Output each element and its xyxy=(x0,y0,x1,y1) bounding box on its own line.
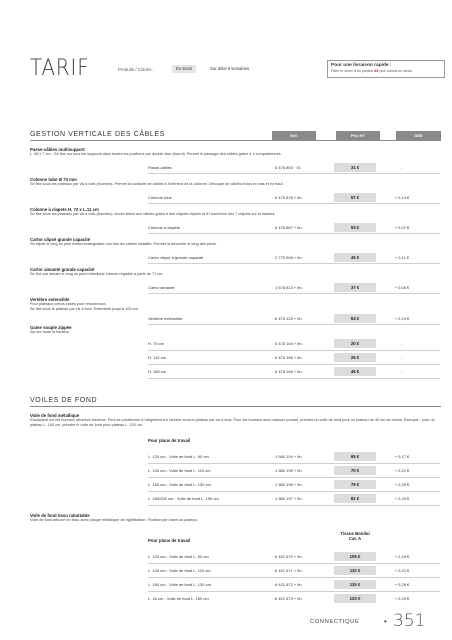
row-eco: + 0,22 € xyxy=(394,567,410,573)
row-eco: - xyxy=(401,164,403,170)
row-ref: 1 678 813 + fin. xyxy=(275,284,303,290)
table-row xyxy=(0,314,452,323)
row-divider xyxy=(148,364,440,365)
row-divider xyxy=(148,591,440,592)
block-desc: Se clipse le long du pied métal rectangulaire une fois les câbles installés. Permet la descente le long des pieds. xyxy=(30,242,218,246)
page-header xyxy=(30,56,440,80)
row-eco: - xyxy=(401,354,403,360)
row-divider xyxy=(148,577,440,578)
col-eco-header: DEE xyxy=(396,131,441,140)
block-title: Vertèbre extensible xyxy=(30,297,70,302)
row-ref: 6 421 671 + fin. xyxy=(275,567,303,573)
block-title: Voile de fond métallique xyxy=(30,413,80,418)
row-eco: + 0,29 € xyxy=(394,595,410,601)
table-row xyxy=(0,494,452,503)
row-eco: + 0,26 € xyxy=(394,581,410,587)
block-desc: Se fixe sous les plateaux par vis à bois (fournies). Accès direct aux câbles grâce à des clapets clipsés et à l'ouverture des 7 clapets sur la hauteur. xyxy=(30,212,276,216)
block-title: Voile de fond tissu rabattable xyxy=(30,513,90,518)
page-footer xyxy=(300,611,440,629)
row-eco: + 0,07 € xyxy=(394,224,410,230)
section-divider xyxy=(30,140,441,141)
row-ref: 1 580 197 + fin. xyxy=(275,495,303,501)
row-divider xyxy=(148,505,440,506)
row-label: H. 150 cm xyxy=(148,368,167,374)
row-ref: 6 475 803 · 01 xyxy=(275,164,301,170)
block-desc: Se fixe sous les plateaux par vis à bois (fournies). Permet la conduite de câbles à l'intérieur de la colonne. Découpe de câbles inclus en bas et en haut. xyxy=(30,182,284,186)
row-divider xyxy=(148,263,440,264)
row-price: 20 € xyxy=(334,339,376,348)
row-label: L. 18 cm - Voile de fond L. 150 cm xyxy=(148,595,209,601)
row-ref: 6 421 673 + fin. xyxy=(275,595,303,601)
row-price: 105 € xyxy=(334,552,376,561)
row-divider xyxy=(148,324,440,325)
section-title: VOILES DE FOND xyxy=(30,397,98,404)
row-ref: 1 580 196 + fin. xyxy=(275,481,303,487)
fast-delivery-text-before: Faire le choix d'un produit xyxy=(331,69,374,73)
row-eco: + 0,21 € xyxy=(394,467,410,473)
row-ref: 1 580 194 + fin. xyxy=(275,453,303,459)
row-label: Passe-câbles xyxy=(148,164,173,170)
fabric-column-header-line1: Tissus Bondai xyxy=(340,531,370,536)
page-number: 351 xyxy=(393,611,426,631)
row-eco: - xyxy=(401,368,403,374)
col-ref-header: Réf. xyxy=(272,131,316,140)
row-price: 26 € xyxy=(334,353,376,362)
table-row xyxy=(0,580,452,589)
in-stock-badge: En stock xyxy=(172,65,196,73)
table-row xyxy=(0,163,452,172)
block-desc: Zip sur toute la hauteur. xyxy=(30,330,70,334)
block-title: Passe-câbles multisupport xyxy=(30,147,85,152)
block-title: Cartor aimanté grande capacité xyxy=(30,267,95,272)
row-label: L. 180/200 cm - Voile de fond L. 150 cm xyxy=(148,495,219,501)
block-desc: Pour plateaux précis posés pour retoumeaux. Se fixe sous le plateau par vis à bois. Extensible jusqu'à 100 cm. xyxy=(30,302,139,311)
fast-delivery-code: 03 xyxy=(374,69,379,73)
block-desc: Se fixe par aimant le long du pied métallique l'œuvre réglable à partir de 71 cm. xyxy=(30,272,164,276)
row-label: Cartor aimanté xyxy=(148,284,175,290)
row-eco: + 0,18 € xyxy=(394,553,410,559)
page-title: TARIF xyxy=(30,56,90,81)
row-ref: 1 580 195 + fin. xyxy=(275,467,303,473)
row-eco: - xyxy=(401,340,403,346)
on-order-badge: Sur délai 6 semaines xyxy=(210,66,250,71)
fast-delivery-text-after: (sur coloris en stock xyxy=(379,69,413,73)
row-label: Cartor clipsé à grande capacité xyxy=(148,254,204,260)
row-label: L. 140 cm - Voile de fond L. 110 cm xyxy=(148,567,211,573)
row-eco: + 0,17 € xyxy=(394,453,410,459)
footer-bullet-icon: • xyxy=(384,617,387,626)
row-divider xyxy=(148,203,440,204)
row-eco: + 0,05 € xyxy=(394,284,410,290)
row-divider xyxy=(148,477,440,478)
legend-label: Produits / Coloris : xyxy=(118,67,154,72)
row-label: L. 160 cm - Voile de fond L. 130 cm xyxy=(148,481,211,487)
row-price: 31 € xyxy=(334,163,376,172)
row-price: 63 € xyxy=(334,314,376,323)
block-desc: S'adaptent sur les bureaux structure traverse. Peut se positionner à l'alignement à l'arrière sous le plateau par vis à bois. Pour les bureaux avec caisson portant, prendre un voile de fond pour un plateau de 40 cm de moins. Exemple : pour un plateau L. 160 cm, prendre le voile de fond pour plateau L. 120 cm. xyxy=(30,418,435,427)
row-ref: 6 421 670 + fin. xyxy=(275,553,303,559)
row-eco: + 0,29 € xyxy=(394,495,410,501)
row-eco: + 0,11 € xyxy=(394,254,410,260)
row-price: 57 € xyxy=(334,193,376,202)
footer-category: CONNECTIQUE xyxy=(310,619,360,625)
row-ref: 6 475 878 + fin. xyxy=(275,194,303,200)
table-row xyxy=(0,353,452,362)
block-desc: Voile de fond articulé en tissu avec plaque métallique de rigidification. Fixation par insert au plateau. xyxy=(30,518,198,522)
row-divider xyxy=(148,233,440,234)
fast-delivery-title: Pour une livraison rapide : xyxy=(331,63,392,68)
row-label: L. 120 cm - Voile de fond L. 90 cm xyxy=(148,453,209,459)
row-label: H. 75 cm xyxy=(148,340,165,346)
table-row xyxy=(0,253,452,262)
row-label: H. 110 cm xyxy=(148,354,166,360)
row-price: 70 € xyxy=(334,466,376,475)
table-row xyxy=(0,339,452,348)
row-price: 65 € xyxy=(334,452,376,461)
block-title: Cartor clipsé grande capacité xyxy=(30,237,91,242)
row-ref: 6 478 166 + fin. xyxy=(275,368,303,374)
row-price: 120 € xyxy=(334,594,376,603)
row-price: 45 € xyxy=(334,253,376,262)
row-label: Colonne à clapets xyxy=(148,224,181,230)
row-price: 81 € xyxy=(334,494,376,503)
block-title: Colonne tube Ø 70 mm xyxy=(30,177,77,182)
row-divider xyxy=(148,173,440,174)
row-label: L. 140 cm - Voile de fond L. 110 cm xyxy=(148,467,211,473)
row-divider xyxy=(148,293,440,294)
row-divider xyxy=(148,563,440,564)
row-ref: 6 478 164 + fin. xyxy=(275,340,303,346)
table-row xyxy=(0,594,452,603)
group-title: Pour plans de travail xyxy=(148,438,191,443)
fast-delivery-box xyxy=(327,60,445,78)
row-divider xyxy=(148,350,440,351)
table-row xyxy=(0,223,452,232)
table-row xyxy=(0,193,452,202)
section-divider xyxy=(30,406,441,407)
row-divider xyxy=(148,491,440,492)
row-price: 115 € xyxy=(334,580,376,589)
row-ref: 6 478 867 + fin. xyxy=(275,224,303,230)
row-ref: 2 775 908 + fin. xyxy=(275,254,303,260)
table-row xyxy=(0,452,452,461)
row-divider xyxy=(148,378,440,379)
table-row xyxy=(0,283,452,292)
table-row xyxy=(0,566,452,575)
fabric-column-header xyxy=(334,531,376,541)
section-back-panels-header xyxy=(30,397,441,407)
row-price: 37 € xyxy=(334,283,376,292)
row-label: L. 120 cm - Voile de fond L. 90 cm xyxy=(148,553,209,559)
section-cable-management-header xyxy=(30,131,441,141)
row-ref: 6 475 125 + fin. xyxy=(275,315,303,321)
block-title: Colonne à clapets H. 72 x L.11 cm xyxy=(30,207,99,212)
row-eco: + 0,10 € xyxy=(394,315,410,321)
row-divider xyxy=(148,463,440,464)
table-row xyxy=(0,480,452,489)
fabric-column-header-line2: Cat. A xyxy=(348,536,362,541)
group-title: Pour plans de travail xyxy=(148,538,191,543)
row-ref: 6 421 672 + fin. xyxy=(275,581,303,587)
row-eco: + 0,14 € xyxy=(394,194,410,200)
row-label: Colonne tube xyxy=(148,194,172,200)
block-title: Gaine souple zippée xyxy=(30,325,72,330)
row-price: 110 € xyxy=(334,566,376,575)
row-ref: 6 475 165 + fin. xyxy=(275,354,303,360)
table-row xyxy=(0,466,452,475)
row-label: L. 160 cm - Voile de fond L. 130 cm xyxy=(148,581,211,587)
col-price-header: Prix HT xyxy=(336,131,380,140)
row-price: 75 € xyxy=(334,480,376,489)
row-price: 53 € xyxy=(334,223,376,232)
block-desc: L. 68 x 7 cm - Se fixe sur tous les supports dans toutes les positions par double face (fourni). Permet le passage des câbles grâce à 4 compartiments. xyxy=(30,152,282,156)
row-eco: + 0,25 € xyxy=(394,481,410,487)
fast-delivery-text xyxy=(331,69,441,73)
row-label: Vertèbre extensible xyxy=(148,315,183,321)
table-row xyxy=(0,552,452,561)
section-title: GESTION VERTICALE DES CÂBLES xyxy=(30,131,165,138)
table-row xyxy=(0,367,452,376)
row-price: 46 € xyxy=(334,367,376,376)
